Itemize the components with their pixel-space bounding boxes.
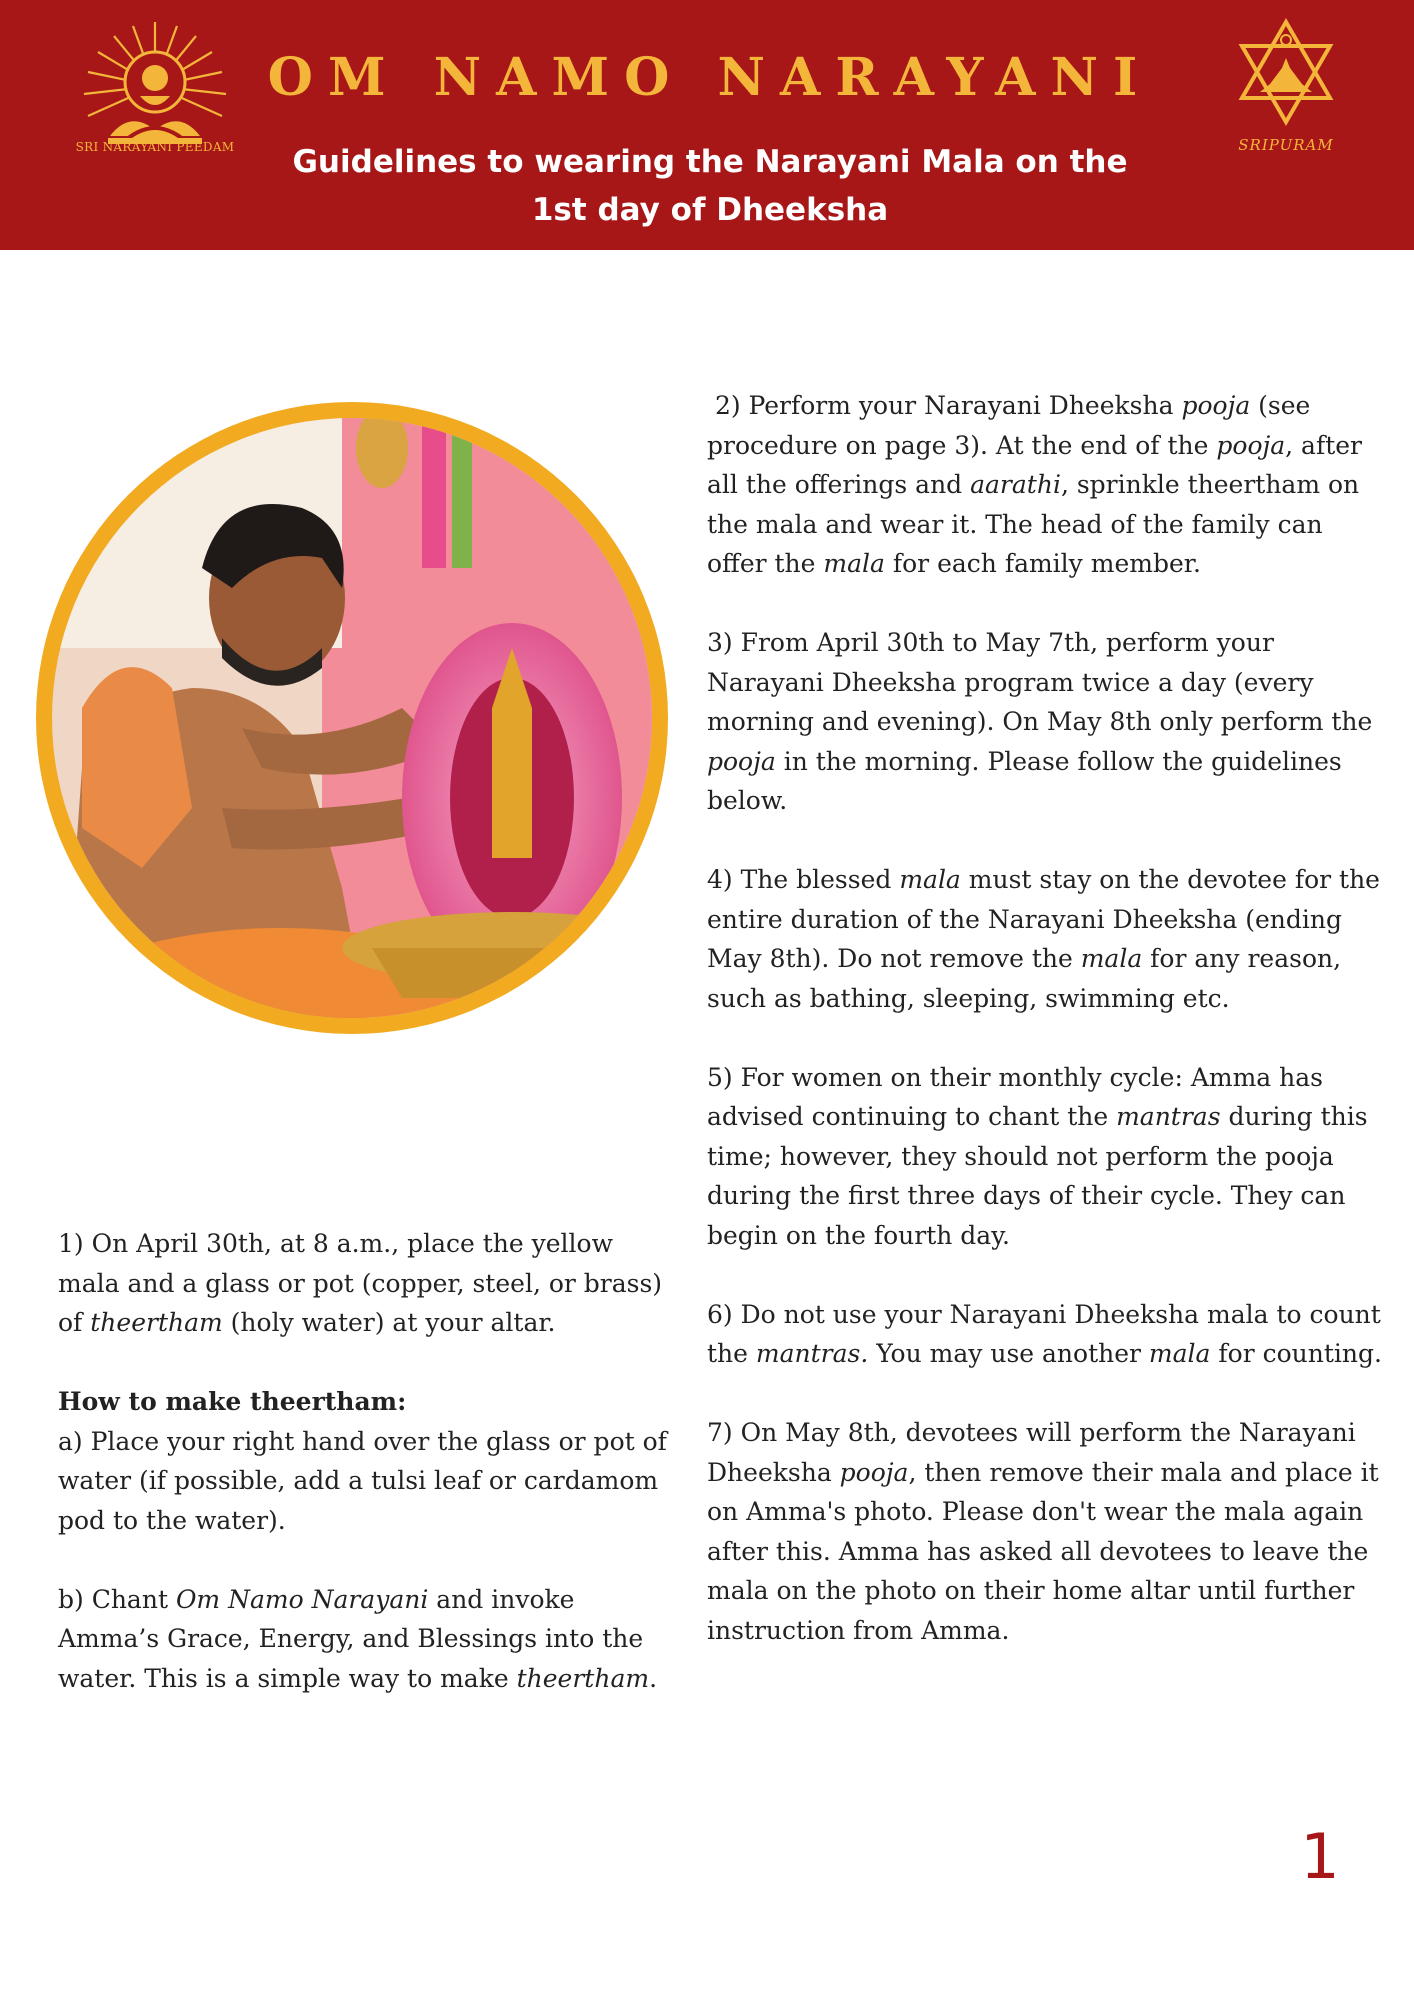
subtitle-line-2: 1st day of Dheeksha [531,192,889,228]
guideline-item-6: 6) Do not use your Narayani Dheeksha mala to count the mantras. You may use another mala for counting. [707,1299,1382,1368]
left-column [58,1224,678,1738]
guideline-item-2: 2) Perform your Narayani Dheeksha pooja (see procedure on page 3). At the end of the pooja, after all the offerings and aarathi, sprinkle theertham on the mala and wear it. The head of the family can offer the mala for each family member. [707,391,1362,578]
theertham-step-a: a) Place your right hand over the glass or pot of water (if possible, add a tulsi leaf or cardamom pod to the water). [58,1426,667,1535]
guideline-item-1: 1) On April 30th, at 8 a.m., place the yellow mala and a glass or pot (copper, steel, or brass) of theertham (holy water) at your altar. [58,1229,663,1337]
subtitle-line-1: Guidelines to wearing the Narayani Mala on the [292,144,1128,180]
page-subtitle [250,138,1170,234]
page-title: OM NAMO NARAYANI [267,47,1153,108]
page-number: 1 [1300,1820,1340,1893]
priest-with-garland-photo [22,388,682,1048]
guideline-item-7: 7) On May 8th, devotees will perform the Narayani Dheeksha pooja, then remove their mala and place it on Amma's photo. Please don't wear the mala again after this. Amma has asked all devotees to leave the mala on the photo on their home altar until further instruction from Amma. [707,1418,1379,1645]
guideline-item-4: 4) The blessed mala must stay on the devotee for the entire duration of the Narayani Dheeksha (ending May 8th). Do not remove the mala for any reason, such as bathing, sleeping, swimming etc. [707,865,1380,1013]
theertham-step-b: b) Chant Om Namo Narayani and invoke Amma’s Grace, Energy, and Blessings into the water. This is a simple way to make theertham. [58,1584,658,1693]
theertham-heading: How to make theertham: [58,1387,407,1416]
sripuram-logo-icon [1230,18,1342,130]
guideline-item-3: 3) From April 30th to May 7th, perform your Narayani Dheeksha program twice a day (every morning and evening). On May 8th only perform the pooja in the morning. Please follow the guidelines below. [707,628,1373,815]
right-column [707,386,1387,1690]
sripuram-logo-caption: SRIPURAM [1238,136,1334,154]
header-banner [0,0,1414,250]
peedam-logo-caption: SRI NARAYANI PEEDAM [75,140,235,154]
guideline-item-5: 5) For women on their monthly cycle: Amma has advised continuing to chant the mantras during this time; however, they should not perform the pooja during the first three days of their cycle. They can begin on the fourth day. [707,1062,1368,1250]
